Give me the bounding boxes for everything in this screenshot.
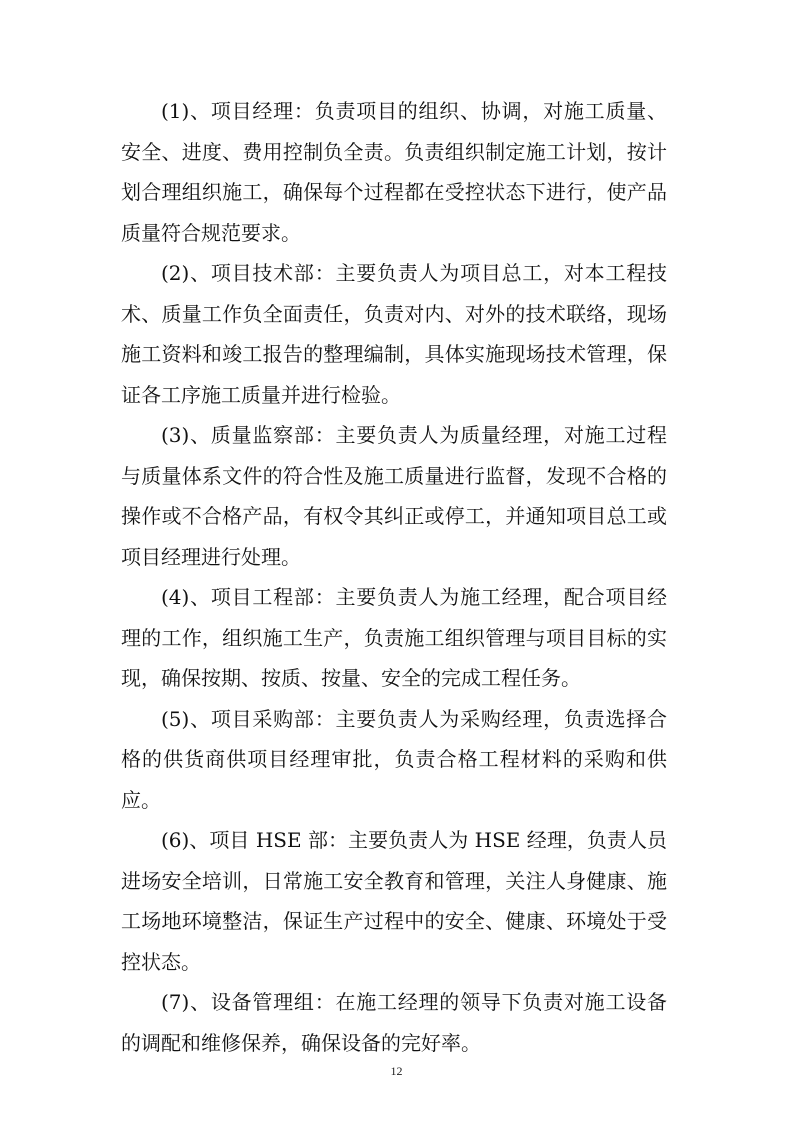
paragraph-project-manager: (1)、项目经理：负责项目的组织、协调，对施工质量、安全、进度、费用控制负全责。负责组织制定施工计划，按计划合理组织施工，确保每个过程都在受控状态下进行，使产品质量符合规范要求。 bbox=[121, 99, 667, 245]
page-number: 12 bbox=[390, 1064, 403, 1078]
paragraph-hse-dept: (6)、项目 HSE 部：主要负责人为 HSE 经理，负责人员进场安全培训，日常施工安全教育和管理，关注人身健康、施工场地环境整洁，保证生产过程中的安全、健康、环境处于受控状态。 bbox=[121, 828, 667, 974]
paragraph-equipment-group: (7)、设备管理组：在施工经理的领导下负责对施工设备的调配和维修保养，确保设备的完好率。 bbox=[121, 990, 667, 1055]
paragraph-procurement-dept: (5)、项目采购部：主要负责人为采购经理，负责选择合格的供货商供项目经理审批，负责合格工程材料的采购和供应。 bbox=[121, 706, 667, 812]
paragraph-engineering-dept: (4)、项目工程部：主要负责人为施工经理，配合项目经理的工作，组织施工生产，负责施工组织管理与项目目标的实现，确保按期、按质、按量、安全的完成工程任务。 bbox=[121, 585, 667, 690]
paragraph-quality-dept: (3)、质量监察部：主要负责人为质量经理，对施工过程与质量体系文件的符合性及施工质量进行监督，发现不合格的操作或不合格产品，有权令其纠正或停工，并通知项目总工或项目经理进行处理。 bbox=[121, 423, 667, 569]
body-text bbox=[121, 91, 667, 1063]
paragraph-technical-dept: (2)、项目技术部：主要负责人为项目总工，对本工程技术、质量工作负全面责任，负责对内、对外的技术联络，现场施工资料和竣工报告的整理编制，具体实施现场技术管理，保证各工序施工质量并进行检验。 bbox=[121, 261, 667, 407]
